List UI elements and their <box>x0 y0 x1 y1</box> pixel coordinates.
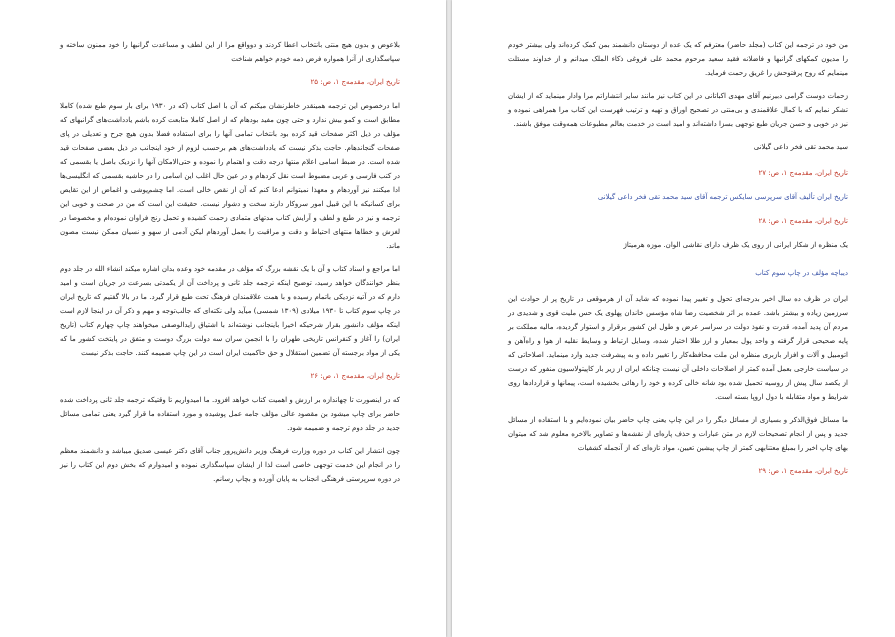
image-caption: یک منظره از شکار ایرانی از روی یک ظرف دارای نقاشی الوان. موزه هرمیتاژ <box>623 241 848 249</box>
left-page <box>0 0 446 637</box>
right-page <box>452 0 895 637</box>
paragraph: اما درخصوص این ترجمه همینقدر خاطرنشان میکنم که آن با اصل کتاب (که در ۱۹۳۰ برای بار سوم طبع شده) کاملا مطابق است و کمو بیش ندارد و حتی چون مفید بودهام که از اصل کاملا متابعت کرده باشم یادداشت‌های گرانبهای که مؤلف در ذیل اکثر صفحات قید کرده بود بانتخاب تمامی آنها را برای استفاده فضلا بدون هیچ جرح و تعدیلی در پای صفحات گنجاندهام. حاجت بذکر نیست که یادداشت‌های هم برحسب لزوم از خود اینجانب در ذیل بعضی صفحات قید شده است. در ضبط اسامی اعلام منتها درجه دقت و اهتمام را نموده و حتی‌الامکان آنها را نزدیک باصل یا بقسمی که در کتب فارسی و عربی مضبوط است نقل کردهام و در عین حال اغلب این اسامی را در حاشیه بقسمی که انگلیسی‌ها ادا میکنند نیز آوردهام و معهذا نمیتوانم ادعا کنم که آن از نقص خالی است. اما چشم‌پوشی و اغماض از این تقایص برای کسانیکه با این قبیل امور سروکار دارند سخت و دشوار نیست. حقیقت این است که من در صحت و خوبی این ترجمه و نیز در طبع و لطف و آرایش کتاب مدتهای متمادی زحمت کشیده و تحمل رنج فراوان نموده‌ام و مخصوصا در لغزش و خطاها منتهای احتیاط و دقت و مراقبت را بعمل آوردهام لیکن آدمی از سهو و نسیان ممکن نیست مصون ماند. <box>60 102 401 250</box>
page-reference: تاریخ ایران، مقدمه‌ج ۱، ص: ۲۶ <box>310 372 400 380</box>
page-reference: تاریخ ایران، مقدمه‌ج ۱، ص: ۲۵ <box>310 78 400 86</box>
paragraph: ایران در ظرف ده سال اخیر بدرجه‌ای تحول و تغییر پیدا نموده که شاید آن از هرموقعی در تاریخ پر از حوادث این سرزمین زیاده و بیشتر باشد. عمده بر اثر شخصیت رضا شاه مؤسس خاندان پهلوی یک حس ملیت قوی و شدیدی در مردم آن پدید آمده، قدرت و نفوذ دولت در سراسر عرض و طول این کشور برقرار و استوار گردیده، مالیه مملکت بر پایه صحیحی قرار گرفته و واحد پول بمعیار و ارز طلا اختیار شده، وسایل ارتباط و وسایط نقلیه از هوا و راه‌آهن و اتومبیل و آلات و افزار بازبری منظره این ملت محافظه‌کار را تغییر داده و به پیشرفت جدید وارد مینماید. اصلاحاتی که در سیاست خارجی بعمل آمده کمتر از اصلاحات داخلی آن نیست چنانکه ایران از زیر بار کاپیتولاسیون منفور که درست از یکصد سال پیش از روسیه تحمیل شده بود شانه خالی کرده و خود را رهائی بخشیده است، پیمانها و قراردادها روی شرایط و مواد متقابله با دول اروپا بسته است. <box>508 295 848 401</box>
left-page-text <box>60 38 400 495</box>
paragraph: اما مراجع و اسناد کتاب و آن با یک نقشه بزرگ که مؤلف در مقدمه خود وعده بدان اشاره میکند انشاء الله در جلد دوم بنظر خوانندگان خواهد رسید، توضیح اینکه ترجمه جلد ثانی و پرداخت آن از یکمدتی بسرعت در جریان است و امید دارم که در آتیه نزدیکی باتمام رسیده و با همت علاقمندان فرهنگ تحت طبع قرار گیرد. ما در بالا گفتیم که تاریخ ایران در چاپ سوم کتاب تا ۱۹۳۰ میلادی (۱۳۰۹ شمسی) میآید ولی نکته‌ای که جالب‌توجه و مهم و ذکر آن در اینجا لازم است اینکه مؤلف دانشور بقرار شرحیکه اخیرا باینجانب نوشته‌اند با اشتیاق زایدالوصفی میخواهند چاپ چهارم کتاب (تاریخ ایران) را آغاز و کنفرانس تاریخی طهران را با انجمن سران سه دولت بزرگ دوست و متفق در پایتخت کشور ما که یکی از مواد برجسته آن تضمین استقلال و حق حاکمیت ایران است در این چاپ ضمیمه کنند. حاجت بذکر نیست <box>60 265 400 357</box>
paragraph: که در اینصورت تا چهاندازه بر ارزش و اهمیت کتاب خواهد افزود. ما امیدواریم تا وقتیکه ترجمه جلد ثانی پرداخت شده حاضر برای چاپ میشود بن مقصود عالی مؤلف جامه عمل پوشیده و مورد استفاده ما قرار گیرد یعنی تمامی مسائل جدید در جلد دوم ترجمه و ضمیمه شود. <box>60 396 400 432</box>
section-heading: دیباچه مؤلف در چاپ سوم کتاب <box>755 269 848 277</box>
paragraph: من خود در ترجمه این کتاب (مجلد حاضر) معترفم که یک عده از دوستان دانشمند بمن کمک کرده‌اند ولی بیشتر خودم را مدیون کمکهای گرانبها و فاضلانه فقید سعید مرحوم محمد علی فروغی ذکاء الملک میدانم و از خداوند مسئلت مینمایم که روح پرفتوحش را غریق رحمت فرماید. <box>508 41 848 77</box>
paragraph: چون انتشار این کتاب در دوره وزارت فرهنگ وزیر دانش‌پرور جناب آقای دکتر عیسی صدیق میباشد و دانشمند معظم را در انجام این خدمت توجهی خاصی است لذا از ایشان سپاسگذاری نموده و امیدوارم که بخش دوم این کتاب را نیز در دوره سرپرستی فرهنگی انجناب به پایان آورده و بچاپ رسانم. <box>60 447 401 483</box>
right-page-text <box>508 38 848 488</box>
book-title-link[interactable]: تاریخ ایران تألیف آقای سرپرسی سایکس ترجمه آقای سید محمد تقی فخر داعی گیلانی <box>597 193 848 201</box>
translator-signature: سید محمد تقی فخر داعی گیلانی <box>753 143 848 151</box>
page-reference: تاریخ ایران، مقدمه‌ج ۱، ص: ۲۹ <box>758 467 848 475</box>
page-reference: تاریخ ایران، مقدمه‌ج ۱، ص: ۲۷ <box>758 169 848 177</box>
paragraph: زحمات دوست گرامی دبیرنیم آقای مهدی اکباتانی در این کتاب نیز مانند سایر انتشاراتم مرا وادار مینماید که از ایشان تشکر نمایم که با کمال علاقمندی و بی‌منتی در تصحیح اوراق و تهیه و ترتیب فهرست این کتاب مرا همراهی نموده و نیز در خوبی و حسن جریان طبع توجهی بسزا داشته‌اند و امید است در خدمت بعالم مطبوعات همه‌وقت موفق باشند. <box>508 92 848 128</box>
paragraph: ما مسائل فوق‌الذکر و بسیاری از مسائل دیگر را در این چاپ یعنی چاپ حاضر بیان نموده‌ایم و با استفاده از مسائل جدید و پس از انجام تصحیحات لازم در متن عبارات و حذف پاره‌ای از نقشه‌ها و تصاویر بالاخره معلوم شد که میتوان بهای چاپ اخیر را بمبلغ معتنابهی کمتر از چاپ پیشین تعیین، مواد تازه‌ای که از آنجمله کشفیات <box>508 416 848 452</box>
paragraph: بلاعوض و بدون هیچ منتی بانتخاب اعطا کردند و دوواقع مرا از این لطف و مساعدت گرانبها را خود ممنون ساخته و سپاسگذاری از آنرا همواره فرض ذمه خودم خواهم شناخت <box>60 41 400 63</box>
page-reference: تاریخ ایران، مقدمه‌ج ۱، ص: ۲۸ <box>758 217 848 225</box>
